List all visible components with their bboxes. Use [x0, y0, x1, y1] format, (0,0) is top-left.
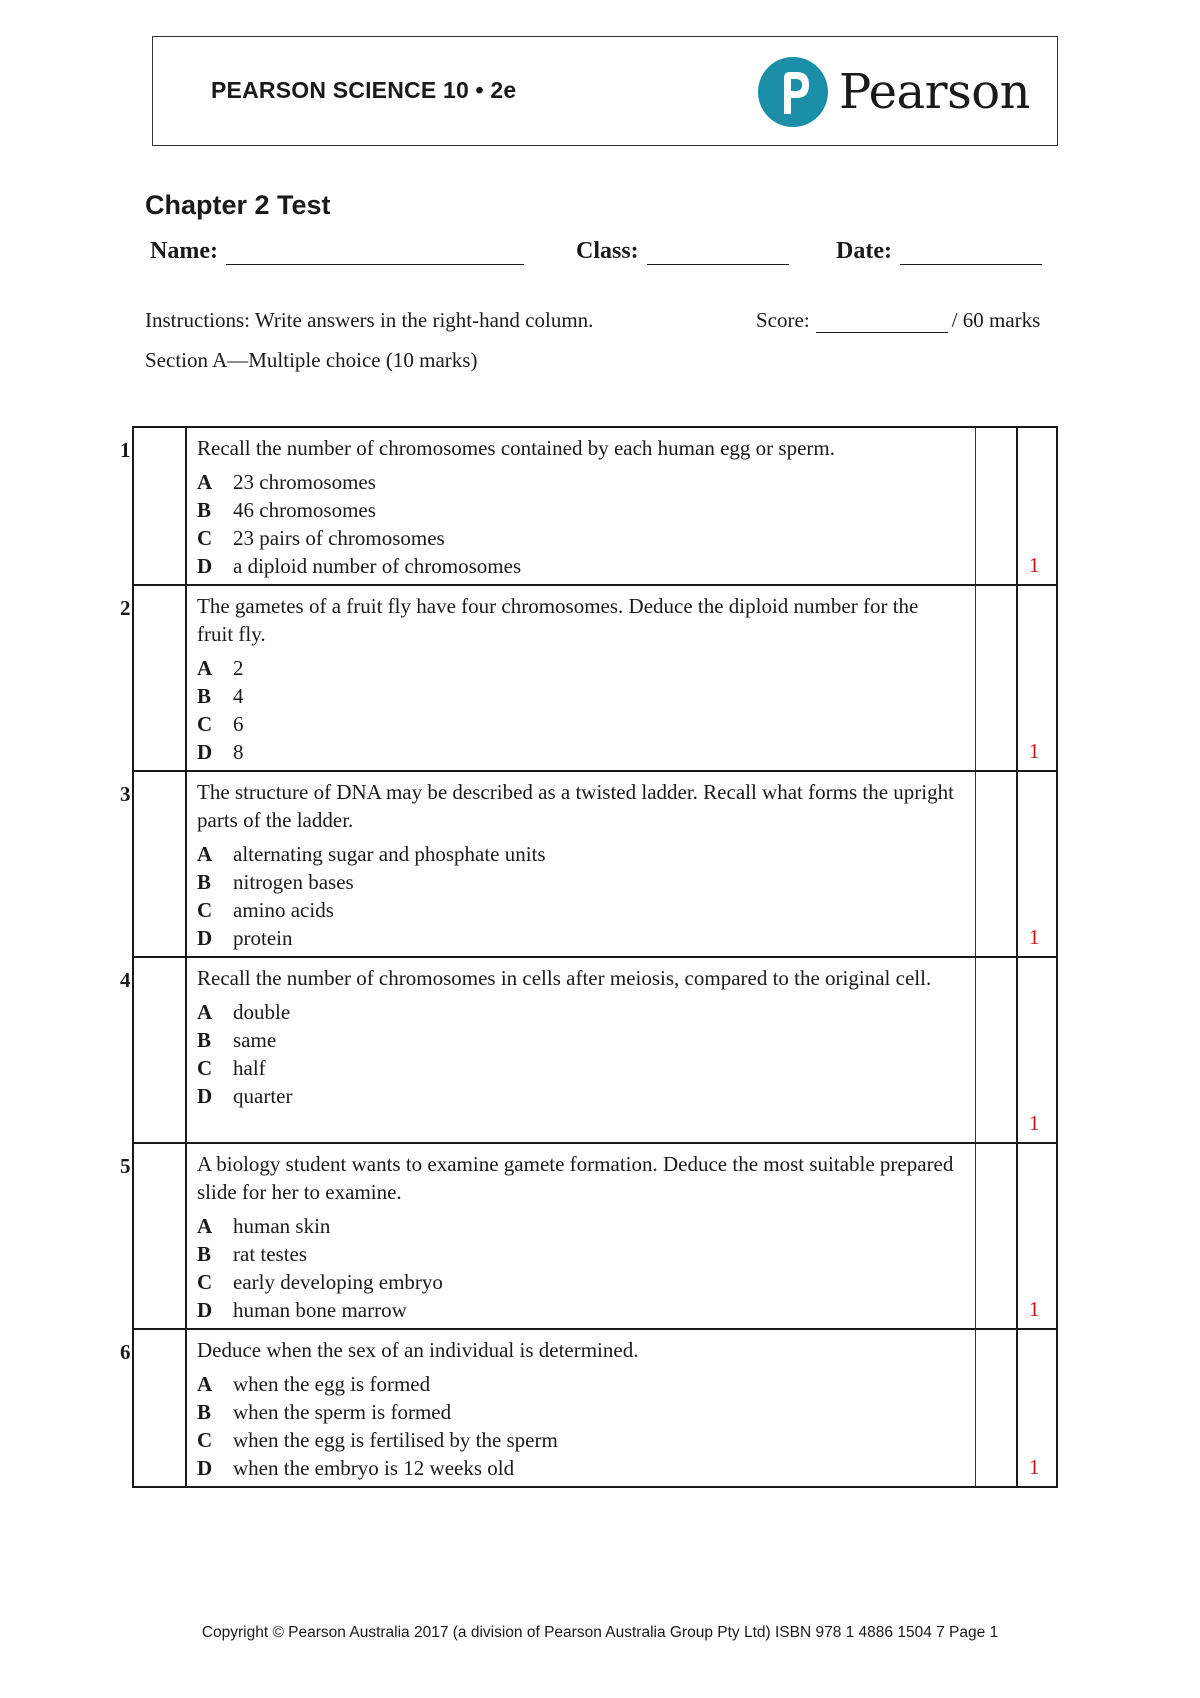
question-marks: 1	[1029, 553, 1040, 577]
table-border-left	[132, 428, 134, 584]
table-border-answer	[975, 1330, 976, 1486]
question-body	[197, 1150, 957, 1324]
question-text: Deduce when the sex of an individual is determined.	[197, 1338, 639, 1362]
question-text: Recall the number of chromosomes contained by each human egg or sperm.	[197, 436, 835, 460]
table-border-left	[132, 1330, 134, 1486]
option-a: A 23 chromosomes	[197, 470, 376, 494]
class-line[interactable]	[647, 240, 789, 265]
option-c: C when the egg is fertilised by the sperm	[197, 1428, 558, 1452]
pearson-p-logo-icon	[757, 56, 829, 128]
question-text: The gametes of a fruit fly have four chromosomes. Deduce the diploid number for the fruit fly.	[197, 594, 919, 646]
table-border-text	[185, 428, 187, 584]
page-footer: Copyright © Pearson Australia 2017 (a division of Pearson Australia Group Pty Ltd) ISBN 978 1 4886 1504 7 Page 1	[201, 1624, 999, 1641]
option-c: C amino acids	[197, 898, 334, 922]
score-suffix: / 60 marks	[951, 308, 1041, 332]
question-marks: 1	[1029, 1297, 1040, 1321]
table-border-text	[185, 772, 187, 956]
option-b: B 4	[197, 684, 244, 708]
option-a: A double	[197, 1000, 291, 1024]
table-border-text	[185, 586, 187, 770]
table-border-left	[132, 1144, 134, 1328]
option-d: D human bone marrow	[197, 1298, 407, 1322]
score-field	[756, 308, 1040, 333]
question-marks: 1	[1029, 1111, 1040, 1135]
option-a: A alternating sugar and phosphate units	[197, 842, 546, 866]
table-border-left	[132, 958, 134, 1142]
class-field[interactable]	[576, 238, 789, 265]
table-border-text	[185, 1144, 187, 1328]
option-c: C 23 pairs of chromosomes	[197, 526, 445, 550]
question-text: The structure of DNA may be described as a twisted ladder. Recall what forms the upright parts of the ladder.	[197, 780, 954, 832]
option-a: A 2	[197, 656, 244, 680]
table-border-marks	[1016, 1330, 1018, 1486]
questions-table	[120, 426, 1058, 1488]
table-border-left	[132, 586, 134, 770]
option-b: B same	[197, 1028, 277, 1052]
question-number: 3	[120, 782, 131, 806]
instructions: Instructions: Write answers in the right-hand column.	[145, 308, 594, 332]
option-c: C half	[197, 1056, 266, 1080]
question-number: 2	[120, 596, 131, 620]
table-border-text	[185, 1330, 187, 1486]
question-row-6	[120, 1330, 1058, 1488]
option-b: B when the sperm is formed	[197, 1400, 452, 1424]
option-c: C early developing embryo	[197, 1270, 443, 1294]
option-d: D quarter	[197, 1084, 293, 1108]
chapter-title: Chapter 2 Test	[145, 190, 331, 220]
question-row-2	[120, 586, 1058, 772]
table-border-marks	[1016, 772, 1018, 956]
question-row-4	[120, 958, 1058, 1144]
question-text: A biology student wants to examine gamete formation. Deduce the most suitable prepared slide for her to examine.	[197, 1152, 954, 1204]
table-border-marks	[1016, 958, 1018, 1142]
name-field[interactable]	[150, 238, 524, 265]
option-b: B 46 chromosomes	[197, 498, 376, 522]
table-border-marks	[1016, 428, 1018, 584]
class-label: Class:	[576, 238, 639, 264]
question-row-5	[120, 1144, 1058, 1330]
header-box	[152, 36, 1058, 146]
table-border-answer	[975, 586, 976, 770]
question-body	[197, 592, 957, 766]
score-label: Score:	[756, 308, 810, 332]
question-text: Recall the number of chromosomes in cells after meiosis, compared to the original cell.	[197, 966, 932, 990]
table-border-answer	[975, 1144, 976, 1328]
question-marks: 1	[1029, 739, 1040, 763]
option-a: A human skin	[197, 1214, 331, 1238]
date-field[interactable]	[836, 238, 1042, 265]
question-body	[197, 964, 957, 1110]
question-body	[197, 778, 957, 952]
question-number: 6	[120, 1340, 131, 1364]
option-d: D a diploid number of chromosomes	[197, 554, 522, 578]
date-label: Date:	[836, 238, 892, 264]
table-border-answer	[975, 428, 976, 584]
question-number: 5	[120, 1154, 131, 1178]
question-row-3	[120, 772, 1058, 958]
table-border-answer	[975, 958, 976, 1142]
table-border-text	[185, 958, 187, 1142]
option-d: D protein	[197, 926, 293, 950]
question-row-1	[120, 428, 1058, 586]
option-b: B nitrogen bases	[197, 870, 354, 894]
section-heading: Section A—Multiple choice (10 marks)	[145, 348, 478, 372]
pearson-logo	[757, 53, 1030, 131]
option-b: B rat testes	[197, 1242, 308, 1266]
student-fields	[150, 238, 1050, 274]
name-label: Name:	[150, 238, 218, 264]
pearson-wordmark: Pearson	[839, 64, 1031, 120]
option-c: C 6	[197, 712, 244, 736]
question-marks: 1	[1029, 925, 1040, 949]
option-a: A when the egg is formed	[197, 1372, 431, 1396]
date-line[interactable]	[900, 240, 1042, 265]
table-border-answer	[975, 772, 976, 956]
question-body	[197, 434, 957, 580]
question-marks: 1	[1029, 1455, 1040, 1479]
series-title: PEARSON SCIENCE 10 • 2e	[211, 77, 517, 103]
option-d: D when the embryo is 12 weeks old	[197, 1456, 515, 1480]
table-border-left	[132, 772, 134, 956]
name-line[interactable]	[226, 240, 524, 265]
question-number: 1	[120, 438, 131, 462]
table-border-marks	[1016, 1144, 1018, 1328]
option-d: D 8	[197, 740, 244, 764]
table-border-marks	[1016, 586, 1018, 770]
question-body	[197, 1336, 957, 1482]
score-line[interactable]	[816, 310, 948, 333]
question-number: 4	[120, 968, 131, 992]
